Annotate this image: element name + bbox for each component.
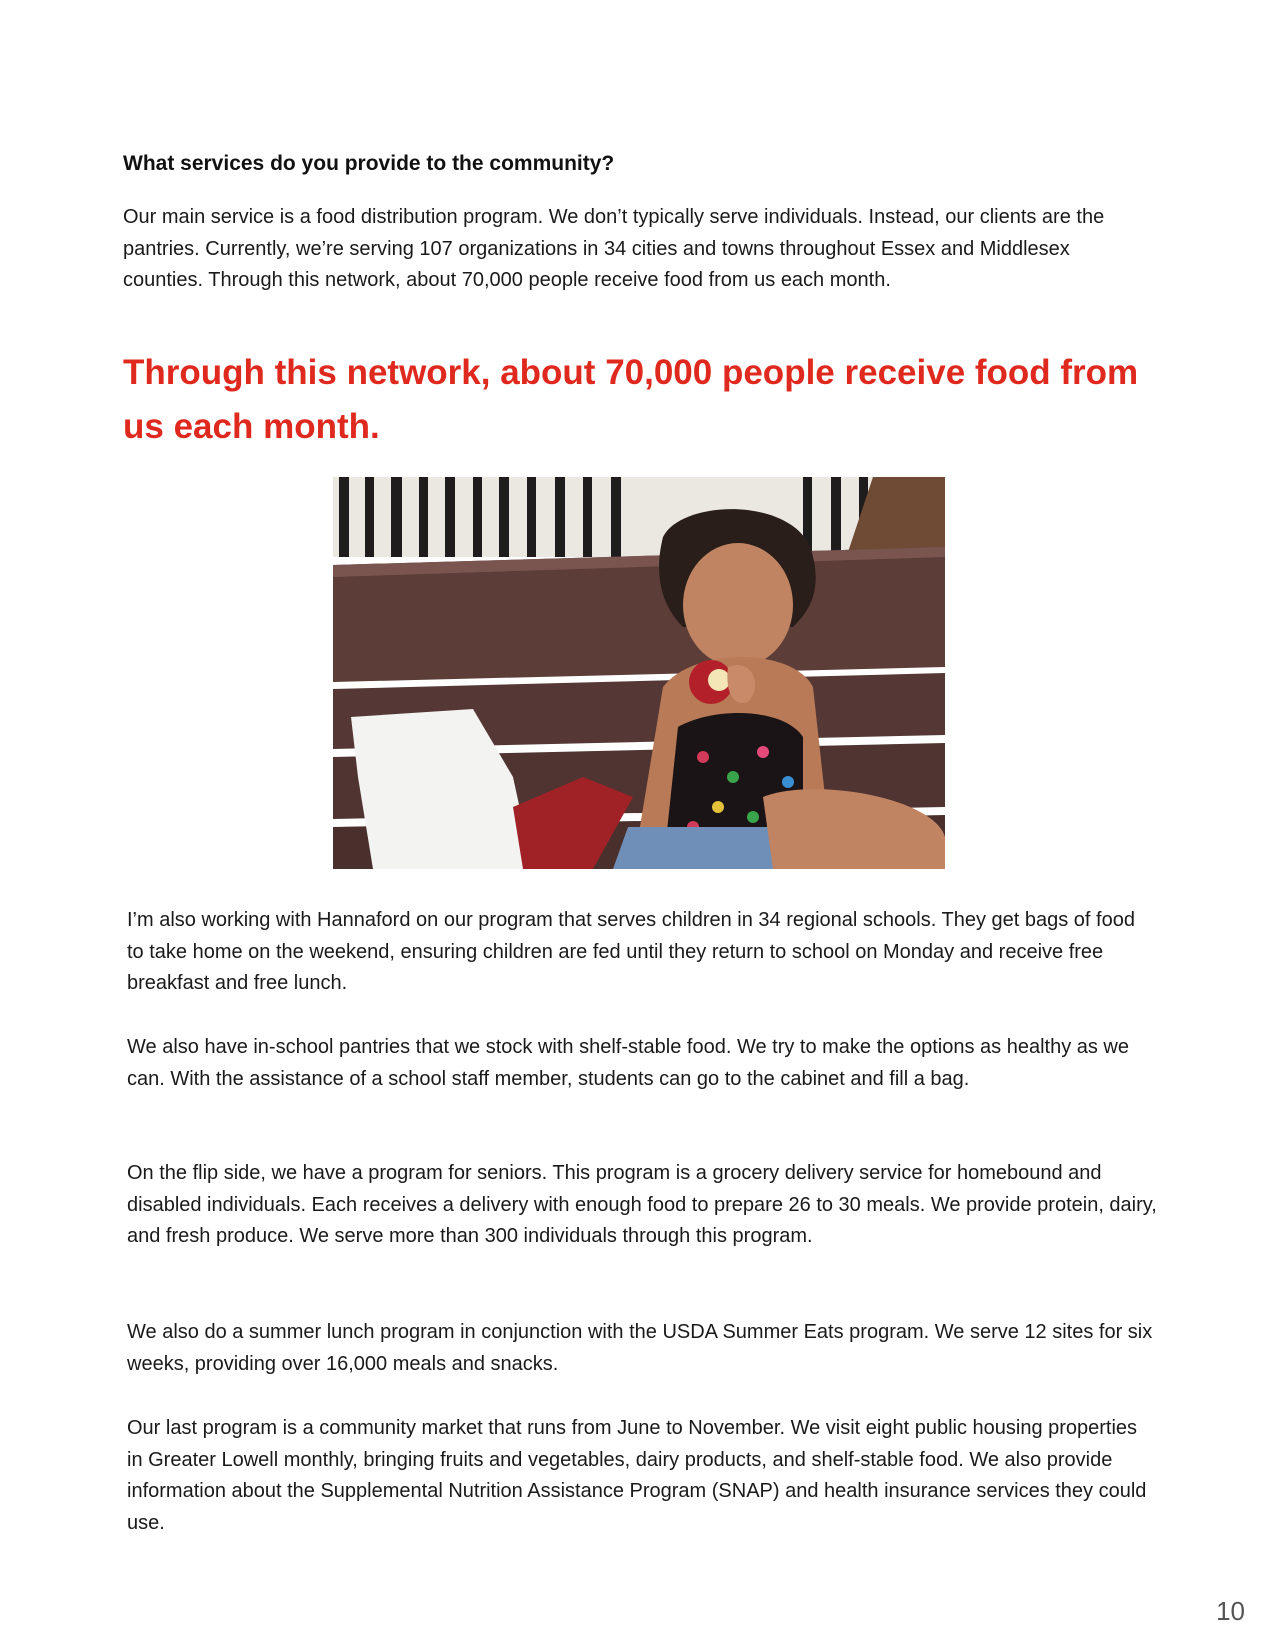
intro-paragraph: Our main service is a food distribution program. We don’t typically serve individuals. Instead, our clients are the pantries. Currently, we’re serving 107 organizations in 34 cities and towns throughout Essex and Middlesex counties. Through this network, about 70,000 people receive food from us each month. <box>123 206 1105 291</box>
section-question-heading: What services do you provide to the community? <box>123 152 615 175</box>
page-number: 10 <box>1216 1596 1245 1626</box>
body-paragraph: I’m also working with Hannaford on our program that serves children in 34 regional schools. They get bags of food to take home on the weekend, ensuring children are fed until they return to school on Monday and receive free breakfast and free lunch. <box>127 909 1135 994</box>
body-paragraph: Our last program is a community market that runs from June to November. We visit eight public housing properties in Greater Lowell monthly, bringing fruits and vegetables, dairy products, and shelf-stable food. We also provide information about the Supplemental Nutrition Assistance Program (SNAP) and health insurance services they could use. <box>127 1417 1147 1534</box>
body-paragraph: We also have in-school pantries that we stock with shelf-stable food. We try to make the options as healthy as we can. With the assistance of a school staff member, students can go to the cabinet and fill a bag. <box>127 1036 1129 1090</box>
pull-quote: Through this network, about 70,000 people receive food from us each month. <box>123 353 1139 446</box>
body-paragraph: On the flip side, we have a program for seniors. This program is a grocery delivery service for homebound and disabled individuals. Each receives a delivery with enough food to prepare 26 to 30 meals. We provide protein, dairy, and fresh produce. We serve more than 300 individuals through this program. <box>127 1162 1157 1247</box>
child-eating-apple-photo <box>333 477 945 869</box>
body-paragraph: We also do a summer lunch program in conjunction with the USDA Summer Eats program. We serve 12 sites for six weeks, providing over 16,000 meals and snacks. <box>127 1321 1153 1375</box>
